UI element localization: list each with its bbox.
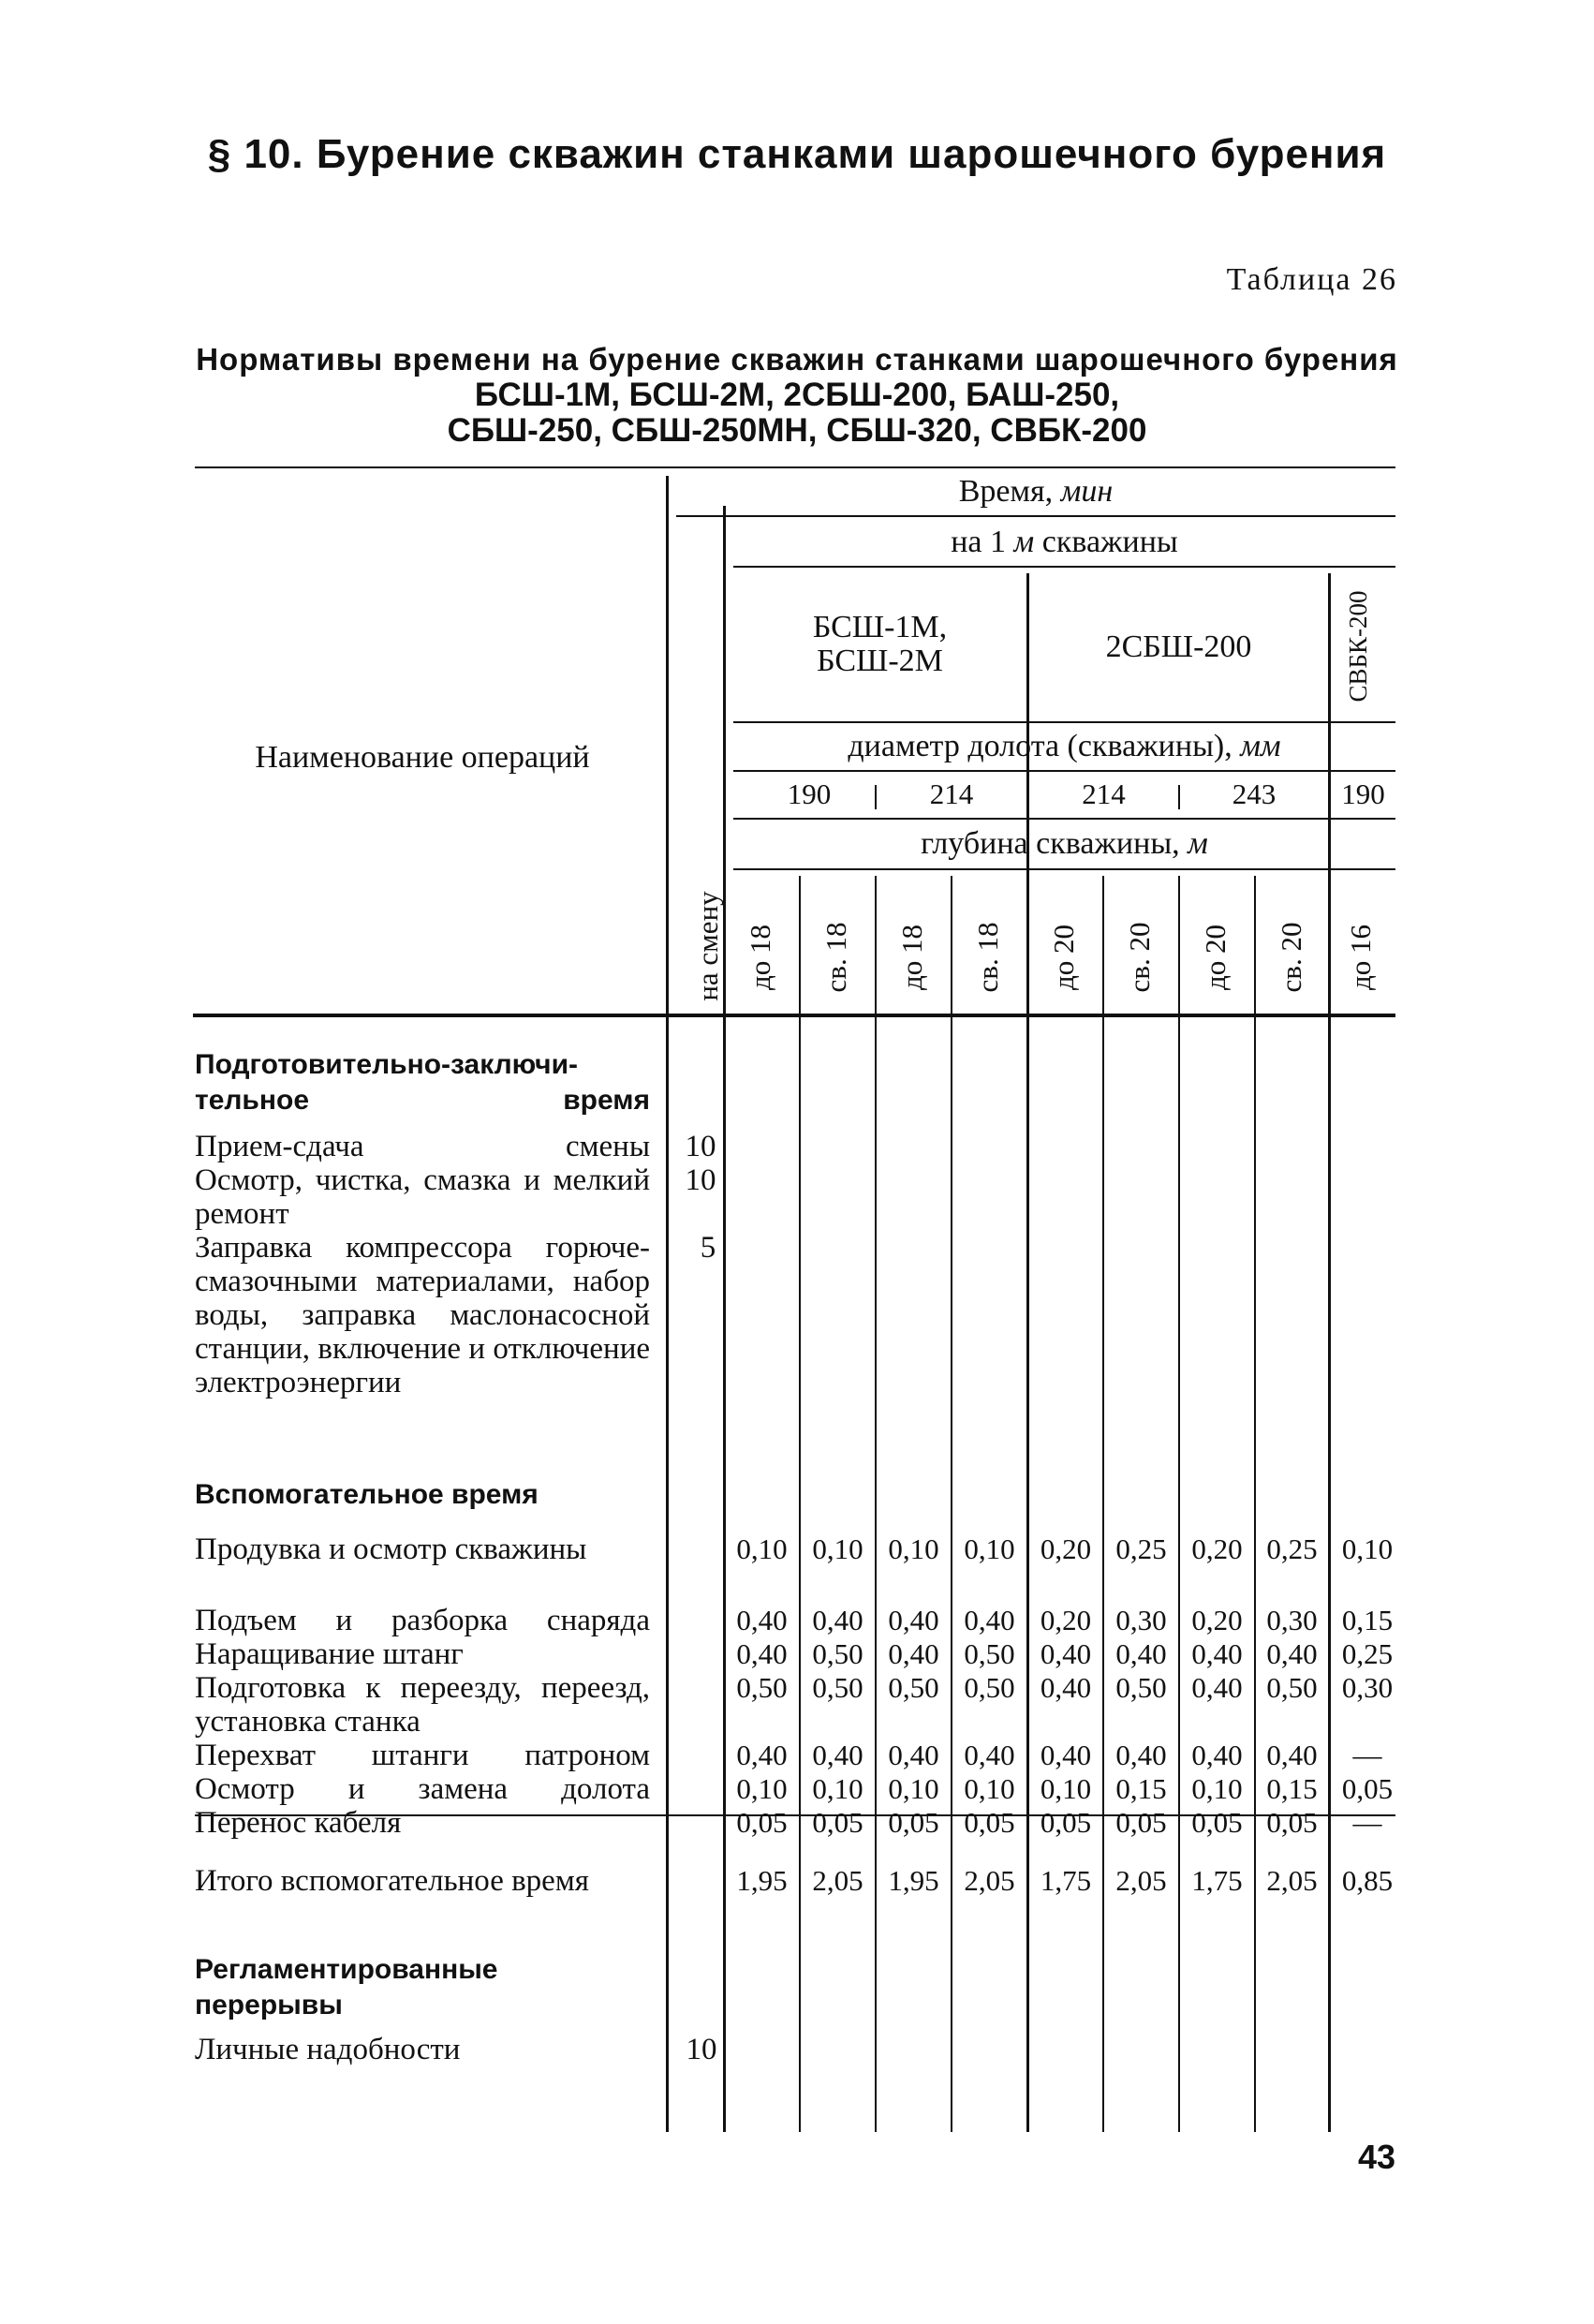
aux-row-5-value-col-6: 0,40 xyxy=(1115,1739,1167,1771)
aux-row-4-value-col-9: 0,30 xyxy=(1341,1671,1394,1704)
aux-row-4-name: Подготовка к переезду, переезд, установка станка xyxy=(195,1671,650,1739)
col-line-3 xyxy=(875,876,877,2132)
aux-row-2-value-col-9: 0,15 xyxy=(1341,1604,1394,1636)
diameter-214-a: 214 xyxy=(929,777,974,810)
aux-row-6-value-col-7: 0,10 xyxy=(1191,1772,1243,1805)
depth-col-9: до 16 xyxy=(1344,924,1377,991)
per-meter-rule xyxy=(733,566,1395,568)
time-header xyxy=(676,474,1395,510)
total-row-value-col-7: 1,75 xyxy=(1191,1864,1243,1897)
aux-row-1-value-col-7: 0,20 xyxy=(1191,1532,1243,1565)
per-meter-unit: м xyxy=(1013,525,1035,559)
aux-row-3-value-col-8: 0,40 xyxy=(1266,1637,1318,1670)
aux-row-4-value-col-2: 0,50 xyxy=(812,1671,863,1704)
aux-row-6-value-col-4: 0,10 xyxy=(964,1772,1015,1805)
aux-row-6-value-col-5: 0,10 xyxy=(1040,1772,1092,1805)
per-meter-suffix: скважины xyxy=(1041,525,1178,559)
aux-row-7-value-col-4: 0,05 xyxy=(964,1806,1015,1839)
aux-row-2-value-col-8: 0,30 xyxy=(1266,1604,1318,1636)
aux-row-3-value-col-5: 0,40 xyxy=(1040,1637,1092,1670)
diameter-214-b: 214 xyxy=(1082,777,1126,810)
aux-row-3-value-col-2: 0,50 xyxy=(812,1637,863,1670)
total-row-value-col-5: 1,75 xyxy=(1040,1864,1092,1897)
aux-row-7-value-col-1: 0,05 xyxy=(736,1806,788,1839)
aux-row-3-value-col-9: 0,25 xyxy=(1341,1637,1394,1670)
diameter-243: 243 xyxy=(1232,777,1277,810)
aux-row-6-value-col-2: 0,10 xyxy=(812,1772,863,1805)
machine-group-2 xyxy=(1029,629,1328,665)
depth-col-8: св. 20 xyxy=(1275,922,1307,993)
aux-row-5-value-col-8: 0,40 xyxy=(1266,1739,1318,1771)
diameter-190-a: 190 xyxy=(787,777,832,810)
aux-row-2-value-col-7: 0,20 xyxy=(1191,1604,1243,1636)
time-rule xyxy=(676,515,1395,517)
depth-header-unit: м xyxy=(1188,826,1208,861)
total-row-name: Итого вспомогательное время xyxy=(195,1864,589,1898)
aux-row-3-value-col-6: 0,40 xyxy=(1115,1637,1167,1670)
breaks-section-title: Регламентированные перерывы xyxy=(195,1954,498,2021)
aux-row-7-value-col-3: 0,05 xyxy=(888,1806,939,1839)
machine-group-2-label: 2СБШ-200 xyxy=(1105,629,1252,664)
diameter-190-b: 190 xyxy=(1341,777,1385,810)
aux-row-1-name: Продувка и осмотр скважины xyxy=(195,1532,587,1566)
machine-group-1-line-1: БСШ-1М, xyxy=(812,610,948,644)
aux-row-5-value-col-4: 0,40 xyxy=(964,1739,1015,1771)
total-row-value-col-2: 2,05 xyxy=(812,1864,863,1897)
aux-row-7-value-col-7: 0,05 xyxy=(1191,1806,1243,1839)
depth-col-1: до 18 xyxy=(744,924,776,991)
time-header-unit: мин xyxy=(1060,474,1114,509)
operations-header xyxy=(195,740,650,776)
aux-row-2-name: Подъем и разборка снаряда xyxy=(195,1604,650,1637)
total-row-value-col-6: 2,05 xyxy=(1115,1864,1167,1897)
total-row-value-col-8: 2,05 xyxy=(1266,1864,1318,1897)
break-row-1-name: Личные надобности xyxy=(195,2033,461,2066)
depth-rule xyxy=(733,868,1395,870)
aux-row-3-name: Наращивание штанг xyxy=(195,1637,464,1671)
aux-row-6-value-col-1: 0,10 xyxy=(736,1772,788,1805)
aux-row-1-value-col-2: 0,10 xyxy=(812,1532,863,1565)
prep-row-2-shift: 10 xyxy=(685,1163,716,1197)
col-line-0 xyxy=(666,476,669,2132)
prep-row-3-shift: 5 xyxy=(700,1231,716,1265)
prep-row-2-name: Осмотр, чистка, смазка и мелкий ремонт xyxy=(195,1163,650,1231)
aux-row-3-value-col-7: 0,40 xyxy=(1191,1637,1243,1670)
aux-row-6-name: Осмотр и замена долота xyxy=(195,1772,650,1806)
page-number: 43 xyxy=(1357,2138,1395,2176)
aux-row-2-value-col-6: 0,30 xyxy=(1115,1604,1167,1636)
aux-row-7-name: Перенос кабеля xyxy=(195,1806,402,1840)
aux-row-7-value-col-5: 0,05 xyxy=(1040,1806,1092,1839)
machine-group-1 xyxy=(733,611,1026,678)
aux-row-2-value-col-5: 0,20 xyxy=(1040,1604,1092,1636)
section-title: § 10. Бурение скважин станками шарошечного бурения xyxy=(207,131,1387,177)
aux-row-4-value-col-8: 0,50 xyxy=(1266,1671,1318,1704)
caption-line-2: БСШ-1М, БСШ-2М, 2СБШ-200, БАШ-250, xyxy=(474,377,1120,413)
aux-row-7-value-col-8: 0,05 xyxy=(1266,1806,1318,1839)
aux-row-5-name: Перехват штанги патроном xyxy=(195,1739,650,1772)
aux-row-5-value-col-7: 0,40 xyxy=(1191,1739,1243,1771)
aux-row-5-value-col-3: 0,40 xyxy=(888,1739,939,1771)
header-bottom-rule xyxy=(193,1014,1395,1017)
aux-row-5-value-col-9: — xyxy=(1352,1739,1382,1771)
prep-row-3-name: Заправка компрессора горюче-смазочными материалами, набор воды, заправка маслонасосной станции, включение и отключение электроэнергии xyxy=(195,1231,650,1399)
machine-rule xyxy=(733,721,1395,723)
prep-row-1-name: Прием-сдача смены xyxy=(195,1130,650,1163)
prep-section-title: Подготовительно-заключи-тельное время xyxy=(195,1049,650,1116)
aux-row-6-value-col-8: 0,15 xyxy=(1266,1772,1318,1805)
aux-row-2-value-col-2: 0,40 xyxy=(812,1604,863,1636)
depth-header-label: глубина скважины, xyxy=(921,826,1180,861)
aux-row-6-value-col-6: 0,15 xyxy=(1115,1772,1167,1805)
aux-row-6-value-col-9: 0,05 xyxy=(1341,1772,1394,1805)
time-header-label: Время, xyxy=(958,474,1054,509)
aux-section-title: Вспомогательное время xyxy=(195,1479,539,1510)
depth-col-7: до 20 xyxy=(1199,924,1232,991)
per-shift-header: на смену xyxy=(691,891,724,1001)
depth-col-3: до 18 xyxy=(895,924,928,991)
aux-row-2-value-col-3: 0,40 xyxy=(888,1604,939,1636)
aux-row-1-value-col-3: 0,10 xyxy=(888,1532,939,1565)
diameter-values-rule xyxy=(733,818,1395,820)
per-meter-header xyxy=(733,525,1395,560)
col-line-7 xyxy=(1178,876,1180,2132)
col-line-4 xyxy=(951,876,952,2132)
caption-line-1: Нормативы времени на бурение скважин станками шарошечного бурения xyxy=(196,342,1398,377)
depth-col-2: св. 18 xyxy=(819,922,852,993)
aux-row-4-value-col-5: 0,40 xyxy=(1040,1671,1092,1704)
col-line-6 xyxy=(1102,876,1104,2132)
aux-row-4-value-col-6: 0,50 xyxy=(1115,1671,1167,1704)
machine-group-3: СВБК-200 xyxy=(1344,590,1372,703)
aux-row-5-value-col-5: 0,40 xyxy=(1040,1739,1092,1771)
aux-row-4-value-col-3: 0,50 xyxy=(888,1671,939,1704)
depth-col-5: до 20 xyxy=(1047,924,1080,991)
aux-row-2-value-col-1: 0,40 xyxy=(736,1604,788,1636)
depth-col-4: св. 18 xyxy=(971,922,1004,993)
depth-header xyxy=(733,826,1395,862)
operations-header-text: Наименование операций xyxy=(255,740,590,775)
aux-row-1-value-col-5: 0,20 xyxy=(1040,1532,1092,1565)
diameter-header xyxy=(733,729,1395,764)
diameter-header-unit: мм xyxy=(1240,729,1281,763)
col-line-8 xyxy=(1254,876,1256,2132)
break-row-1-shift: 10 xyxy=(686,2033,717,2066)
aux-row-3-value-col-3: 0,40 xyxy=(888,1637,939,1670)
table-label: Таблица 26 xyxy=(1226,262,1397,297)
aux-row-2-value-col-4: 0,40 xyxy=(964,1604,1015,1636)
aux-row-1-value-col-6: 0,25 xyxy=(1115,1532,1167,1565)
aux-row-4-value-col-7: 0,40 xyxy=(1191,1671,1243,1704)
per-meter-prefix: на 1 xyxy=(951,525,1007,559)
aux-row-4-value-col-1: 0,50 xyxy=(736,1671,788,1704)
caption-line-3: СБШ-250, СБШ-250МН, СБШ-320, СВБК-200 xyxy=(447,412,1147,449)
aux-row-7-value-col-9: — xyxy=(1352,1806,1382,1839)
machine-group-1-line-2: БСШ-2М xyxy=(817,644,943,678)
aux-row-3-value-col-1: 0,40 xyxy=(736,1637,788,1670)
aux-row-5-value-col-2: 0,40 xyxy=(812,1739,863,1771)
aux-row-7-value-col-2: 0,05 xyxy=(812,1806,863,1839)
aux-row-7-value-col-6: 0,05 xyxy=(1115,1806,1167,1839)
total-row-value-col-1: 1,95 xyxy=(736,1864,788,1897)
prep-row-1-shift: 10 xyxy=(685,1130,716,1163)
aux-row-1-value-col-8: 0,25 xyxy=(1266,1532,1318,1565)
depth-col-6: св. 20 xyxy=(1123,922,1156,993)
total-row-value-col-9: 0,85 xyxy=(1341,1864,1394,1897)
aux-row-6-value-col-3: 0,10 xyxy=(888,1772,939,1805)
aux-row-1-value-col-1: 0,10 xyxy=(736,1532,788,1565)
aux-row-4-value-col-4: 0,50 xyxy=(964,1671,1015,1704)
aux-row-5-value-col-1: 0,40 xyxy=(736,1739,788,1771)
col-line-2 xyxy=(799,876,801,2132)
top-rule xyxy=(195,466,1395,468)
aux-row-3-value-col-4: 0,50 xyxy=(964,1637,1015,1670)
total-row-value-col-4: 2,05 xyxy=(964,1864,1015,1897)
total-row-value-col-3: 1,95 xyxy=(888,1864,939,1897)
aux-row-1-value-col-9: 0,10 xyxy=(1341,1532,1394,1565)
diameter-rule xyxy=(733,770,1395,772)
diameter-header-label: диаметр долота (скважины), xyxy=(848,729,1232,763)
aux-row-1-value-col-4: 0,10 xyxy=(964,1532,1015,1565)
